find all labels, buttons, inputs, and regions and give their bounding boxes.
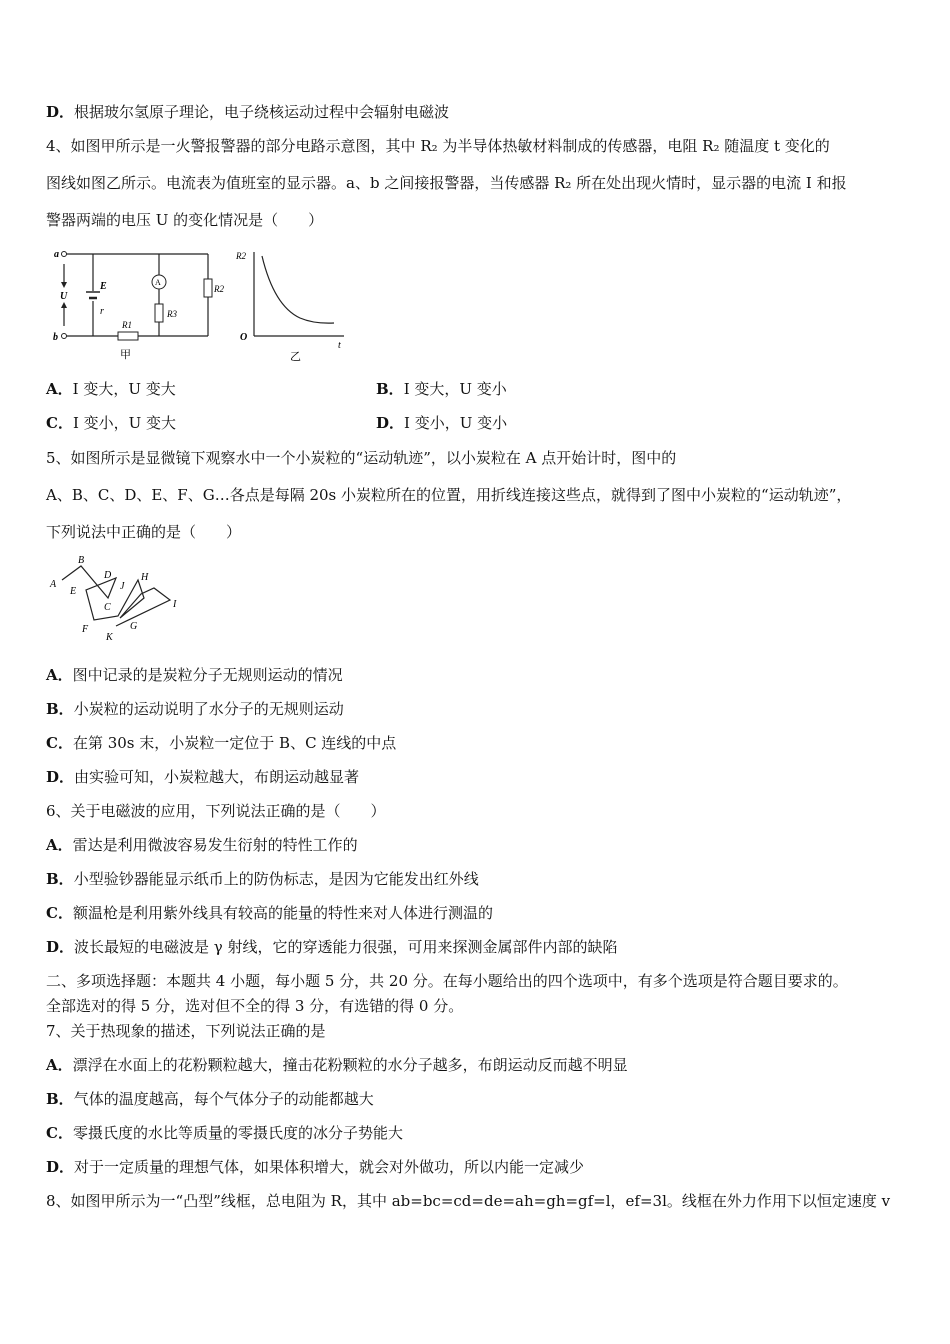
point-J: J — [120, 581, 125, 592]
q8-stem-line1: 8、如图甲所示为一“凸型”线框，总电阻为 R，其中 ab=bc=cd=de=ah=gh=gf=l，ef=3l。线框在外力作用下以恒定速度 v — [46, 1192, 891, 1210]
point-I: I — [173, 599, 177, 610]
label-b: b — [53, 332, 58, 343]
caption-yi: 乙 — [290, 351, 301, 363]
q4-r2-t-graph — [232, 244, 352, 364]
q4-option-b — [376, 379, 507, 399]
option-text: 图中记录的是炭粒分子无规则运动的情况 — [72, 666, 343, 684]
option-label: A． — [46, 666, 73, 684]
q4-stem-line3: 警器两端的电压 U 的变化情况是（ ） — [46, 211, 324, 229]
section2-instructions-line1: 二、多项选择题：本题共 4 小题，每小题 5 分，共 20 分。在每小题给出的四个选项中，有多个选项是符合题目要求的。 — [46, 972, 848, 990]
option-label: C． — [46, 1124, 73, 1142]
q5-trajectory-diagram — [46, 552, 196, 644]
label-A: A — [155, 278, 161, 287]
option-text: 小型验钞器能显示纸币上的防伪标志，是因为它能发出红外线 — [73, 870, 479, 888]
option-label: A． — [46, 380, 73, 398]
q4-option-c — [46, 413, 176, 433]
point-K: K — [106, 632, 113, 643]
option-text: I 变大，U 变大 — [72, 380, 176, 398]
option-text: 小炭粒的运动说明了水分子的无规则运动 — [73, 700, 344, 718]
q5-stem-line2: A、B、C、D、E、F、G…各点是每隔 20s 小炭粒所在的位置，用折线连接这些点，就得到了图中小炭粒的“运动轨迹”， — [46, 486, 852, 504]
q3-option-d — [46, 102, 449, 122]
q7-stem: 7、关于热现象的描述，下列说法正确的是 — [46, 1022, 326, 1040]
option-label: D． — [376, 414, 405, 432]
point-C: C — [104, 602, 111, 613]
point-E: E — [70, 586, 77, 597]
option-label: A． — [46, 836, 73, 854]
option-text: 零摄氏度的水比等质量的零摄氏度的冰分子势能大 — [72, 1124, 403, 1142]
option-label: A． — [46, 1056, 73, 1074]
q4-option-d — [376, 413, 507, 433]
option-text: 漂浮在水面上的花粉颗粒越大，撞击花粉颗粒的水分子越多，布朗运动反而越不明显 — [72, 1056, 628, 1074]
option-text: 对于一定质量的理想气体，如果体积增大，就会对外做功，所以内能一定减少 — [74, 1158, 585, 1176]
option-text: 额温枪是利用紫外线具有较高的能量的特性来对人体进行测温的 — [72, 904, 493, 922]
q5-option-a — [46, 665, 343, 685]
point-H: H — [141, 572, 149, 583]
q6-option-c — [46, 903, 493, 923]
option-label: B． — [46, 1090, 74, 1108]
q4-stem-line1: 4、如图甲所示是一火警报警器的部分电路示意图，其中 R₂ 为半导体热敏材料制成的传感器，电阻 R₂ 随温度 t 变化的 — [46, 137, 830, 155]
label-R3: R3 — [167, 309, 177, 319]
option-text: 波长最短的电磁波是 γ 射线，它的穿透能力很强，可用来探测金属部件内部的缺陷 — [74, 938, 618, 956]
q5-stem-line3: 下列说法中正确的是（ ） — [46, 523, 242, 541]
q7-option-c — [46, 1123, 403, 1143]
option-text: I 变小，U 变大 — [72, 414, 177, 432]
option-label: C． — [46, 904, 73, 922]
point-G: G — [130, 621, 138, 632]
section2-instructions-line2: 全部选对的得 5 分，选对但不全的得 3 分，有选错的得 0 分。 — [46, 997, 464, 1015]
option-text: 气体的温度越高，每个气体分子的动能都越大 — [73, 1090, 374, 1108]
axis-label-r2: R2 — [236, 251, 246, 261]
q4-option-a — [46, 379, 176, 399]
option-text: 由实验可知，小炭粒越大，布朗运动越显著 — [74, 768, 360, 786]
option-label: C． — [46, 414, 73, 432]
q7-option-d — [46, 1157, 584, 1177]
option-label: D． — [46, 103, 75, 121]
q6-stem: 6、关于电磁波的应用，下列说法正确的是（ ） — [46, 802, 386, 820]
option-label: D． — [46, 938, 75, 956]
option-label: D． — [46, 768, 75, 786]
q6-option-d — [46, 937, 618, 957]
option-text: 雷达是利用微波容易发生衍射的特性工作的 — [72, 836, 358, 854]
q5-stem-line1: 5、如图所示是显微镜下观察水中一个小炭粒的“运动轨迹”，以小炭粒在 A 点开始计时，图中的 — [46, 449, 677, 467]
option-label: B． — [46, 700, 74, 718]
option-label: B． — [46, 870, 74, 888]
option-text: I 变大，U 变小 — [403, 380, 507, 398]
q4-stem-line2: 图线如图乙所示。电流表为值班室的显示器。a、b 之间接报警器，当传感器 R₂ 所在处出现火情时，显示器的电流 I 和报 — [46, 174, 847, 192]
label-a: a — [54, 249, 59, 260]
q6-option-a — [46, 835, 358, 855]
q6-option-b — [46, 869, 479, 889]
label-E: E — [100, 281, 107, 292]
label-r: r — [100, 306, 104, 317]
point-F: F — [82, 624, 89, 635]
q7-option-b — [46, 1089, 374, 1109]
label-U: U — [60, 291, 68, 302]
point-D: D — [104, 570, 112, 581]
q5-option-b — [46, 699, 344, 719]
point-B: B — [78, 555, 85, 566]
option-text: I 变小，U 变小 — [404, 414, 508, 432]
option-label: C． — [46, 734, 73, 752]
q7-option-a — [46, 1055, 628, 1075]
point-A: A — [50, 579, 57, 590]
q4-circuit-diagram — [46, 244, 226, 364]
option-label: D． — [46, 1158, 75, 1176]
q5-option-c — [46, 733, 396, 753]
label-R1: R1 — [122, 320, 132, 330]
label-R2: R2 — [214, 284, 224, 294]
axis-origin: O — [240, 332, 248, 343]
option-text: 在第 30s 末，小炭粒一定位于 B、C 连线的中点 — [72, 734, 397, 752]
caption-jia: 甲 — [120, 349, 131, 361]
q5-option-d — [46, 767, 359, 787]
option-label: B． — [376, 380, 404, 398]
option-text: 根据玻尔氢原子理论，电子绕核运动过程中会辐射电磁波 — [74, 103, 450, 121]
axis-label-t: t — [338, 340, 341, 351]
